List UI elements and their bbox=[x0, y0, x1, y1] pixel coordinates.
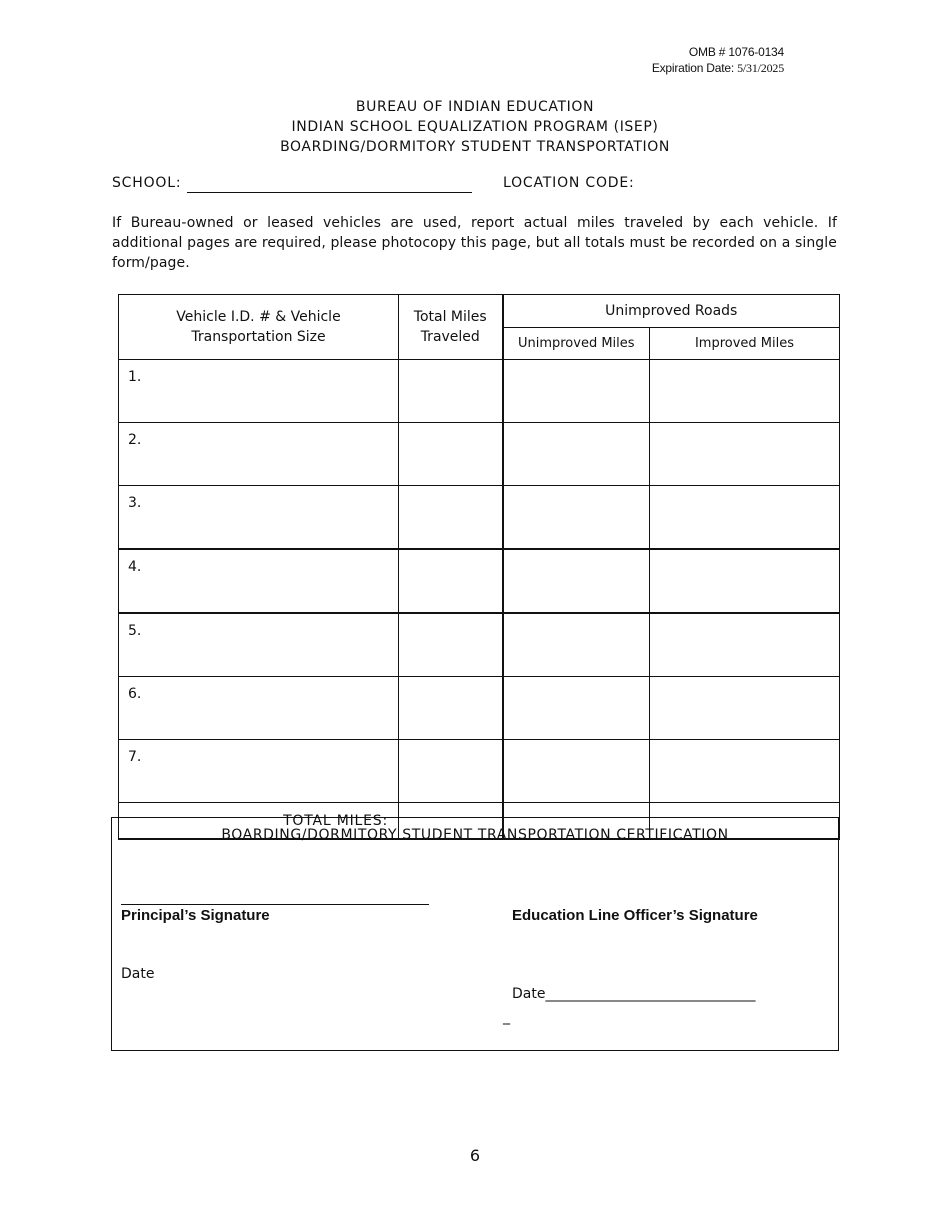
vehicle-cell[interactable]: 3. bbox=[119, 486, 399, 550]
vehicle-miles-table bbox=[118, 294, 840, 840]
total-miles-cell[interactable] bbox=[399, 549, 503, 613]
principal-date-label[interactable]: Date bbox=[121, 966, 155, 982]
unimproved-miles-cell[interactable] bbox=[503, 486, 650, 550]
vehicle-cell[interactable]: 2. bbox=[119, 423, 399, 486]
col-header-unimproved-roads: Unimproved Roads bbox=[503, 295, 840, 328]
expiration-label: Expiration Date: bbox=[651, 61, 738, 75]
table-row bbox=[119, 360, 840, 423]
col-header-total-miles: Total Miles Traveled bbox=[399, 295, 503, 360]
elo-date-field-tail: _ bbox=[503, 1009, 510, 1025]
omb-number: OMB # 1076-0134 bbox=[688, 45, 784, 59]
vehicle-cell[interactable]: 5. bbox=[119, 613, 399, 677]
unimproved-miles-cell[interactable] bbox=[503, 423, 650, 486]
table-row bbox=[119, 423, 840, 486]
unimproved-miles-cell[interactable] bbox=[503, 549, 650, 613]
unimproved-miles-cell[interactable] bbox=[503, 360, 650, 423]
title-form: BOARDING/DORMITORY STUDENT TRANSPORTATION bbox=[280, 139, 670, 155]
principal-signature-line[interactable] bbox=[121, 904, 429, 905]
expiration-date: 5/31/2025 bbox=[737, 61, 784, 75]
unimproved-miles-cell[interactable] bbox=[503, 613, 650, 677]
location-code-label: LOCATION CODE: bbox=[503, 175, 635, 191]
improved-miles-cell[interactable] bbox=[650, 549, 840, 613]
school-input[interactable] bbox=[187, 192, 472, 193]
total-miles-cell[interactable] bbox=[399, 613, 503, 677]
vehicle-cell[interactable]: 4. bbox=[119, 549, 399, 613]
table-row bbox=[119, 677, 840, 740]
improved-miles-cell[interactable] bbox=[650, 613, 840, 677]
title-program: INDIAN SCHOOL EQUALIZATION PROGRAM (ISEP) bbox=[291, 119, 659, 135]
form-titles bbox=[0, 97, 950, 157]
school-label: SCHOOL: bbox=[112, 175, 182, 191]
col-header-unimproved-miles: Unimproved Miles bbox=[503, 328, 650, 360]
expiration-line bbox=[652, 60, 784, 76]
total-miles-cell[interactable] bbox=[399, 677, 503, 740]
total-miles-cell[interactable] bbox=[399, 486, 503, 550]
total-miles-cell[interactable] bbox=[399, 740, 503, 803]
unimproved-miles-cell[interactable] bbox=[503, 677, 650, 740]
total-miles-cell[interactable] bbox=[399, 360, 503, 423]
total-miles-label: TOTAL MILES: bbox=[119, 803, 399, 840]
total-miles-cell[interactable] bbox=[399, 423, 503, 486]
unimproved-miles-cell[interactable] bbox=[503, 740, 650, 803]
page-number: 6 bbox=[469, 1146, 481, 1165]
improved-miles-cell[interactable] bbox=[650, 423, 840, 486]
table-row bbox=[119, 613, 840, 677]
improved-miles-cell[interactable] bbox=[650, 740, 840, 803]
title-agency: BUREAU OF INDIAN EDUCATION bbox=[355, 99, 595, 115]
improved-miles-cell[interactable] bbox=[650, 677, 840, 740]
col-header-vehicle: Vehicle I.D. # & Vehicle Transportation Size bbox=[119, 295, 399, 360]
certification-box bbox=[111, 817, 839, 1051]
principal-signature-label: Principal’s Signature bbox=[121, 907, 270, 924]
table-row bbox=[119, 740, 840, 803]
vehicle-cell[interactable]: 6. bbox=[119, 677, 399, 740]
vehicle-cell[interactable]: 7. bbox=[119, 740, 399, 803]
table-row bbox=[119, 486, 840, 550]
elo-signature-label: Education Line Officer’s Signature bbox=[512, 907, 758, 924]
improved-miles-cell[interactable] bbox=[650, 360, 840, 423]
elo-date-field[interactable]: Date______________________________ bbox=[512, 986, 756, 1002]
improved-miles-cell[interactable] bbox=[650, 486, 840, 550]
instructions: If Bureau-owned or leased vehicles are used, report actual miles traveled by each vehicle. If additional pages are required, please photocopy this page, but all totals must be recorded on a single form/page. bbox=[112, 215, 837, 271]
omb-block bbox=[652, 44, 784, 76]
vehicle-cell[interactable]: 1. bbox=[119, 360, 399, 423]
table-row bbox=[119, 549, 840, 613]
col-header-improved-miles: Improved Miles bbox=[650, 328, 840, 360]
certification-title: BOARDING/DORMITORY STUDENT TRANSPORTATION CERTIFICATION bbox=[221, 827, 729, 843]
